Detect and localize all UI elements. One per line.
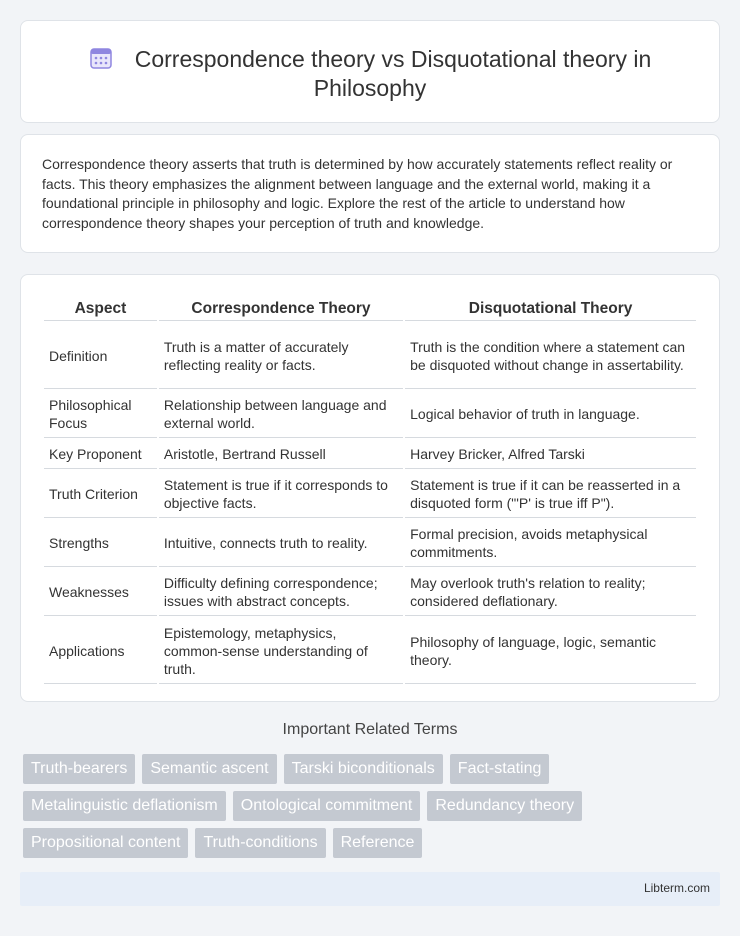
- header-card: [20, 20, 720, 123]
- row-aspect: Truth Criterion: [44, 471, 157, 518]
- row-correspondence: Epistemology, metaphysics, common-sense understanding of truth.: [159, 618, 403, 684]
- tag-semantic-ascent[interactable]: Semantic ascent: [142, 754, 276, 784]
- page-title-wrap: [21, 45, 719, 103]
- tag-truth-conditions[interactable]: Truth-conditions: [195, 828, 325, 858]
- tag-row: [23, 754, 723, 784]
- comparison-table: [42, 296, 698, 686]
- row-correspondence: Difficulty defining correspondence; issues with abstract concepts.: [159, 569, 403, 616]
- row-disquotational: Logical behavior of truth in language.: [405, 391, 696, 438]
- row-aspect: Weaknesses: [44, 569, 157, 616]
- comparison-card: [20, 274, 720, 702]
- row-correspondence: Statement is true if it corresponds to objective facts.: [159, 471, 403, 518]
- tag-fact-stating[interactable]: Fact-stating: [450, 754, 550, 784]
- header-disquotational: Disquotational Theory: [405, 298, 696, 321]
- row-disquotational: May overlook truth's relation to reality; considered deflationary.: [405, 569, 696, 616]
- tag-reference[interactable]: Reference: [333, 828, 423, 858]
- tag-row: [23, 791, 723, 821]
- tag-truth-bearers[interactable]: Truth-bearers: [23, 754, 135, 784]
- row-aspect: Key Proponent: [44, 440, 157, 469]
- table-row: [44, 618, 696, 684]
- footer-site-link[interactable]: Libterm.com: [643, 881, 710, 895]
- row-correspondence: Intuitive, connects truth to reality.: [159, 520, 403, 567]
- row-disquotational: Formal precision, avoids metaphysical commitments.: [405, 520, 696, 567]
- header-aspect: Aspect: [44, 298, 157, 321]
- page-title: Correspondence theory vs Disquotational theory in Philosophy: [134, 46, 652, 101]
- row-aspect: Applications: [44, 618, 157, 684]
- table-row: [44, 569, 696, 616]
- related-terms-title: Important Related Terms: [282, 721, 458, 738]
- row-aspect: Philosophical Focus: [44, 391, 157, 438]
- header-correspondence: Correspondence Theory: [159, 298, 403, 321]
- row-correspondence: Truth is a matter of accurately reflecting reality or facts.: [159, 323, 403, 389]
- intro-card: [20, 134, 720, 253]
- row-disquotational: Philosophy of language, logic, semantic theory.: [405, 618, 696, 684]
- row-correspondence: Aristotle, Bertrand Russell: [159, 440, 403, 469]
- table-header-row: [44, 298, 696, 321]
- tag-metalinguistic-deflationism[interactable]: Metalinguistic deflationism: [23, 791, 226, 821]
- footer: [20, 872, 720, 906]
- table-row: [44, 440, 696, 469]
- tag-tarski-biconditionals[interactable]: Tarski biconditionals: [284, 754, 443, 784]
- row-disquotational: Truth is the condition where a statement can be disquoted without change in assertability.: [405, 323, 696, 389]
- row-aspect: Strengths: [44, 520, 157, 567]
- row-correspondence: Relationship between language and external world.: [159, 391, 403, 438]
- tag-propositional-content[interactable]: Propositional content: [23, 828, 188, 858]
- table-row: [44, 471, 696, 518]
- tag-redundancy-theory[interactable]: Redundancy theory: [427, 791, 582, 821]
- row-disquotational: Statement is true if it can be reasserted in a disquoted form ("'P' is true iff P").: [405, 471, 696, 518]
- table-row: [44, 520, 696, 567]
- table-row: [44, 391, 696, 438]
- tag-ontological-commitment[interactable]: Ontological commitment: [233, 791, 421, 821]
- row-aspect: Definition: [44, 323, 157, 389]
- row-disquotational: Harvey Bricker, Alfred Tarski: [405, 440, 696, 469]
- related-terms-list: [23, 754, 723, 865]
- intro-text: Correspondence theory asserts that truth is determined by how accurately statements reflect reality or facts. This theory emphasizes the alignment between language and the external world, making it a foundational principle in philosophy and logic. Explore the rest of the article to understand how correspondence theory shapes your perception of truth and knowledge.: [42, 156, 673, 231]
- table-row: [44, 323, 696, 389]
- calendar-icon: [89, 46, 113, 70]
- tag-row: [23, 828, 723, 858]
